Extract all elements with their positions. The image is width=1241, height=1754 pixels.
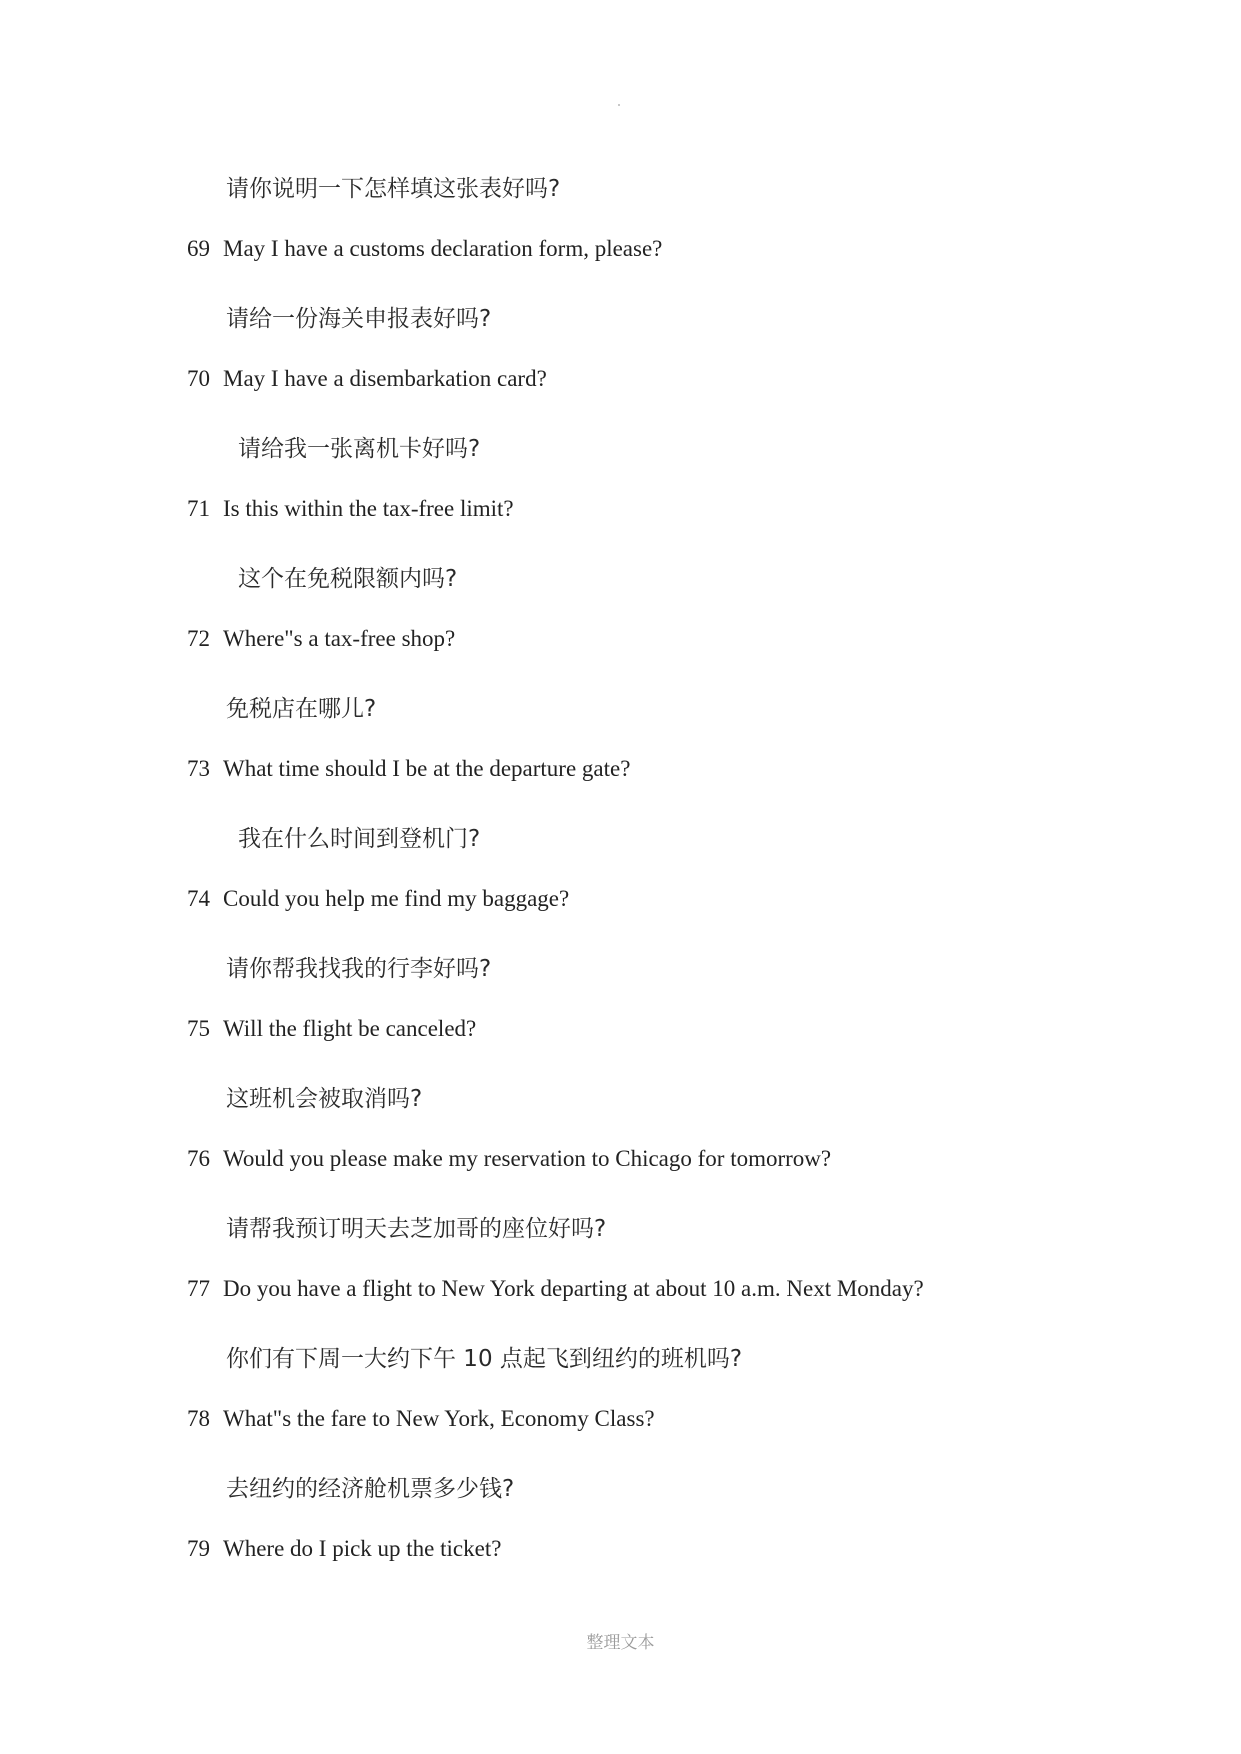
question-number: 71 [187, 496, 210, 521]
question-number: 69 [187, 236, 210, 261]
zh-translation-73: 我在什么时间到登机门? [238, 826, 481, 852]
zh-translation-71: 这个在免税限额内吗? [238, 566, 458, 592]
question-number: 77 [187, 1276, 210, 1301]
question-number: 75 [187, 1016, 210, 1041]
zh-translation-72: 免税店在哪儿? [226, 696, 377, 722]
zh-translation-76: 请帮我预订明天去芝加哥的座位好吗? [226, 1216, 607, 1242]
question-number: 72 [187, 626, 210, 651]
question-text: Would you please make my reservation to Chicago for tomorrow? [223, 1146, 832, 1171]
question-text: Is this within the tax-free limit? [223, 496, 514, 521]
question-text: What time should I be at the departure gate? [223, 756, 631, 781]
question-70 [187, 366, 547, 392]
page-top-dot [618, 104, 620, 106]
question-76 [187, 1146, 831, 1172]
question-text: Will the flight be canceled? [223, 1016, 477, 1041]
question-text: May I have a customs declaration form, please? [223, 236, 663, 261]
question-text: Where do I pick up the ticket? [223, 1536, 502, 1561]
question-69 [187, 236, 662, 262]
question-74 [187, 886, 569, 912]
question-73 [187, 756, 630, 782]
question-text: May I have a disembarkation card? [223, 366, 547, 391]
question-79 [187, 1536, 501, 1562]
zh-translation-69: 请给一份海关申报表好吗? [226, 306, 492, 332]
zh-translation-68: 请你说明一下怎样填这张表好吗? [226, 176, 561, 202]
question-text: Do you have a flight to New York departing at about 10 a.m. Next Monday? [223, 1276, 924, 1301]
zh-translation-78: 去纽约的经济舱机票多少钱? [226, 1476, 515, 1502]
zh-translation-74: 请你帮我找我的行李好吗? [226, 956, 492, 982]
question-78 [187, 1406, 655, 1432]
question-75 [187, 1016, 476, 1042]
question-number: 74 [187, 886, 210, 911]
question-number: 78 [187, 1406, 210, 1431]
zh-translation-70: 请给我一张离机卡好吗? [238, 436, 481, 462]
zh-translation-77: 你们有下周一大约下午 10 点起飞到纽约的班机吗? [226, 1346, 743, 1372]
question-number: 76 [187, 1146, 210, 1171]
zh-translation-75: 这班机会被取消吗? [226, 1086, 423, 1112]
question-77 [187, 1276, 924, 1302]
question-number: 70 [187, 366, 210, 391]
question-text: What"s the fare to New York, Economy Class? [223, 1406, 655, 1431]
question-71 [187, 496, 514, 522]
question-text: Could you help me find my baggage? [223, 886, 570, 911]
question-number: 79 [187, 1536, 210, 1561]
question-text: Where"s a tax-free shop? [223, 626, 456, 651]
question-number: 73 [187, 756, 210, 781]
question-72 [187, 626, 455, 652]
page-footer: 整理文本 [586, 1633, 655, 1653]
